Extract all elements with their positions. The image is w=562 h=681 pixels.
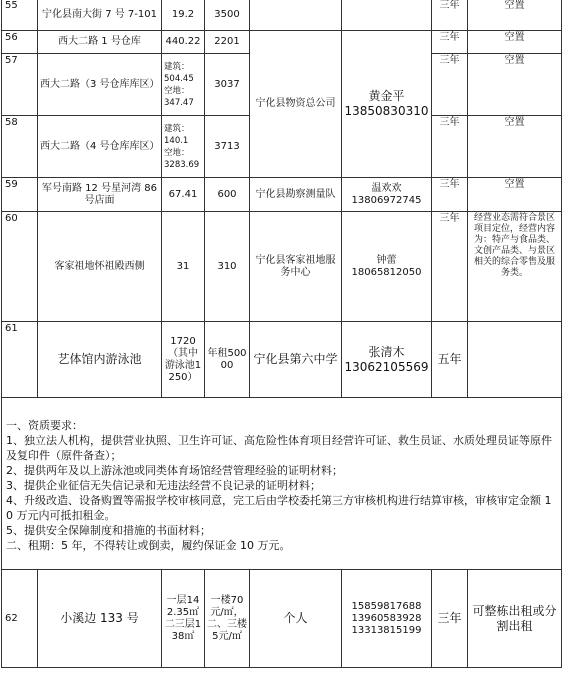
unit-cell [250, 0, 342, 31]
location-cell: 西大二路（3 号仓库库区） [38, 54, 162, 116]
price-cell: 3500 [205, 0, 250, 31]
location-cell: 艺体馆内游泳池 [38, 322, 162, 398]
requirements-cell [2, 398, 562, 570]
table-row [2, 178, 562, 212]
area-label-building: 建筑： [164, 61, 190, 72]
term-cell: 三年 [432, 116, 468, 178]
unit-cell: 宁化县第六中学 [250, 322, 342, 398]
unit-cell: 宁化县客家祖地服务中心 [250, 212, 342, 322]
area-label-open: 空地： [164, 147, 190, 158]
requirement-item: 3、提供企业征信无失信记录和无违法经营不良记录的证明材料； [6, 479, 321, 492]
area-cell: 67.41 [162, 178, 205, 212]
area-value-building: 140.1 [164, 135, 189, 146]
status-cell: 空置 [468, 178, 562, 212]
contact-phone: 13806972745 [351, 194, 422, 206]
area-label-open: 空地： [164, 85, 190, 96]
area-cell [162, 54, 205, 116]
contact-name: 温欢欢 [371, 182, 402, 194]
price-cell: 310 [205, 212, 250, 322]
status-cell: 空置 [468, 0, 562, 31]
table-row [2, 31, 562, 54]
area-cell: 31 [162, 212, 205, 322]
term-cell: 五年 [432, 322, 468, 398]
status-cell: 空置 [468, 31, 562, 54]
unit-cell: 宁化县物资总公司 [250, 31, 342, 178]
location-cell: 西大二路（4 号仓库库区） [38, 116, 162, 178]
row-number: 55 [2, 0, 38, 31]
requirement-item: 1、独立法人机构，提供营业执照、卫生许可证、高危险性体育项目经营许可证、救生员证、水质处理员证等原件及复印件（原件备查）； [6, 434, 552, 462]
table-row [2, 0, 562, 31]
area-cell [162, 116, 205, 178]
term-cell: 三年 [432, 212, 468, 322]
status-cell [468, 322, 562, 398]
contact-phone: 13062105569 [344, 359, 429, 374]
term-cell: 三年 [432, 54, 468, 116]
location-cell: 军号南路 12 号星河湾 86 号店面 [38, 178, 162, 212]
area-cell: 1720（其中游泳池1250） [162, 322, 205, 398]
status-cell: 经营业态需符合景区项目定位，经营内容为：特产与食品类、文创产品类、与景区相关的综合零售及服务类。 [468, 212, 562, 322]
requirements-row [2, 398, 562, 570]
contact-name: 钟蕾 [376, 254, 397, 266]
requirement-item: 4、升级改造、设备购置等需报学校审核同意，完工后由学校委托第三方审核机构进行结算审核，审核审定金额 10 万元内可抵扣租金。 [6, 494, 552, 522]
price-cell: 年租50000 [205, 322, 250, 398]
requirement-term: 二、租期：5 年，不得转让或倒卖，履约保证金 10 万元。 [6, 539, 291, 552]
area-label-building: 建筑： [164, 123, 190, 134]
price-cell: 一楼70元/㎡，二、三楼5元/㎡ [205, 570, 250, 668]
unit-cell: 宁化县勘察测量队 [250, 178, 342, 212]
table-row [2, 322, 562, 398]
row-number: 61 [2, 322, 38, 398]
table-row [2, 212, 562, 322]
location-cell: 客家祖地怀祖殿西侧 [38, 212, 162, 322]
property-table [1, 0, 562, 668]
row-number: 62 [2, 570, 38, 668]
price-cell: 3713 [205, 116, 250, 178]
requirement-heading: 一、资质要求： [6, 419, 83, 432]
unit-cell: 个人 [250, 570, 342, 668]
area-value-open: 3283.69 [164, 159, 200, 170]
status-cell: 空置 [468, 54, 562, 116]
contact-phone: 15859817688 [351, 600, 422, 612]
requirement-item: 5、提供安全保障制度和措施的书面材料； [6, 524, 211, 537]
contact-cell [342, 178, 432, 212]
row-number: 59 [2, 178, 38, 212]
contact-cell [342, 570, 432, 668]
term-cell: 三年 [432, 31, 468, 54]
contact-phone: 13850830310 [344, 104, 429, 118]
area-cell: 440.22 [162, 31, 205, 54]
status-cell: 空置 [468, 116, 562, 178]
status-cell: 可整栋出租或分割出租 [468, 570, 562, 668]
row-number: 60 [2, 212, 38, 322]
location-cell: 小溪边 133 号 [38, 570, 162, 668]
price-cell: 600 [205, 178, 250, 212]
term-cell: 三年 [432, 0, 468, 31]
row-number: 58 [2, 116, 38, 178]
term-cell: 三年 [432, 570, 468, 668]
contact-name: 张清木 [368, 344, 405, 359]
price-cell: 3037 [205, 54, 250, 116]
term-cell: 三年 [432, 178, 468, 212]
row-number: 57 [2, 54, 38, 116]
contact-cell [342, 322, 432, 398]
contact-name: 黄金平 [368, 89, 405, 103]
contact-phone: 18065812050 [351, 266, 422, 278]
location-cell: 西大二路 1 号仓库 [38, 31, 162, 54]
contact-phone: 13960583928 [351, 612, 422, 624]
area-value-open: 347.47 [164, 97, 194, 108]
row-number: 56 [2, 31, 38, 54]
area-value-building: 504.45 [164, 73, 194, 84]
contact-phone: 13313815199 [351, 624, 422, 636]
location-cell: 宁化县南大街 7 号 7-101 [38, 0, 162, 31]
contact-cell [342, 0, 432, 31]
area-cell: 19.2 [162, 0, 205, 31]
requirement-item: 2、提供两年及以上游泳池或同类体育场馆经营管理经验的证明材料； [6, 464, 343, 477]
contact-cell [342, 31, 432, 178]
price-cell: 2201 [205, 31, 250, 54]
contact-cell [342, 212, 432, 322]
table-row [2, 570, 562, 668]
area-cell: 一层142.35㎡二三层138㎡ [162, 570, 205, 668]
